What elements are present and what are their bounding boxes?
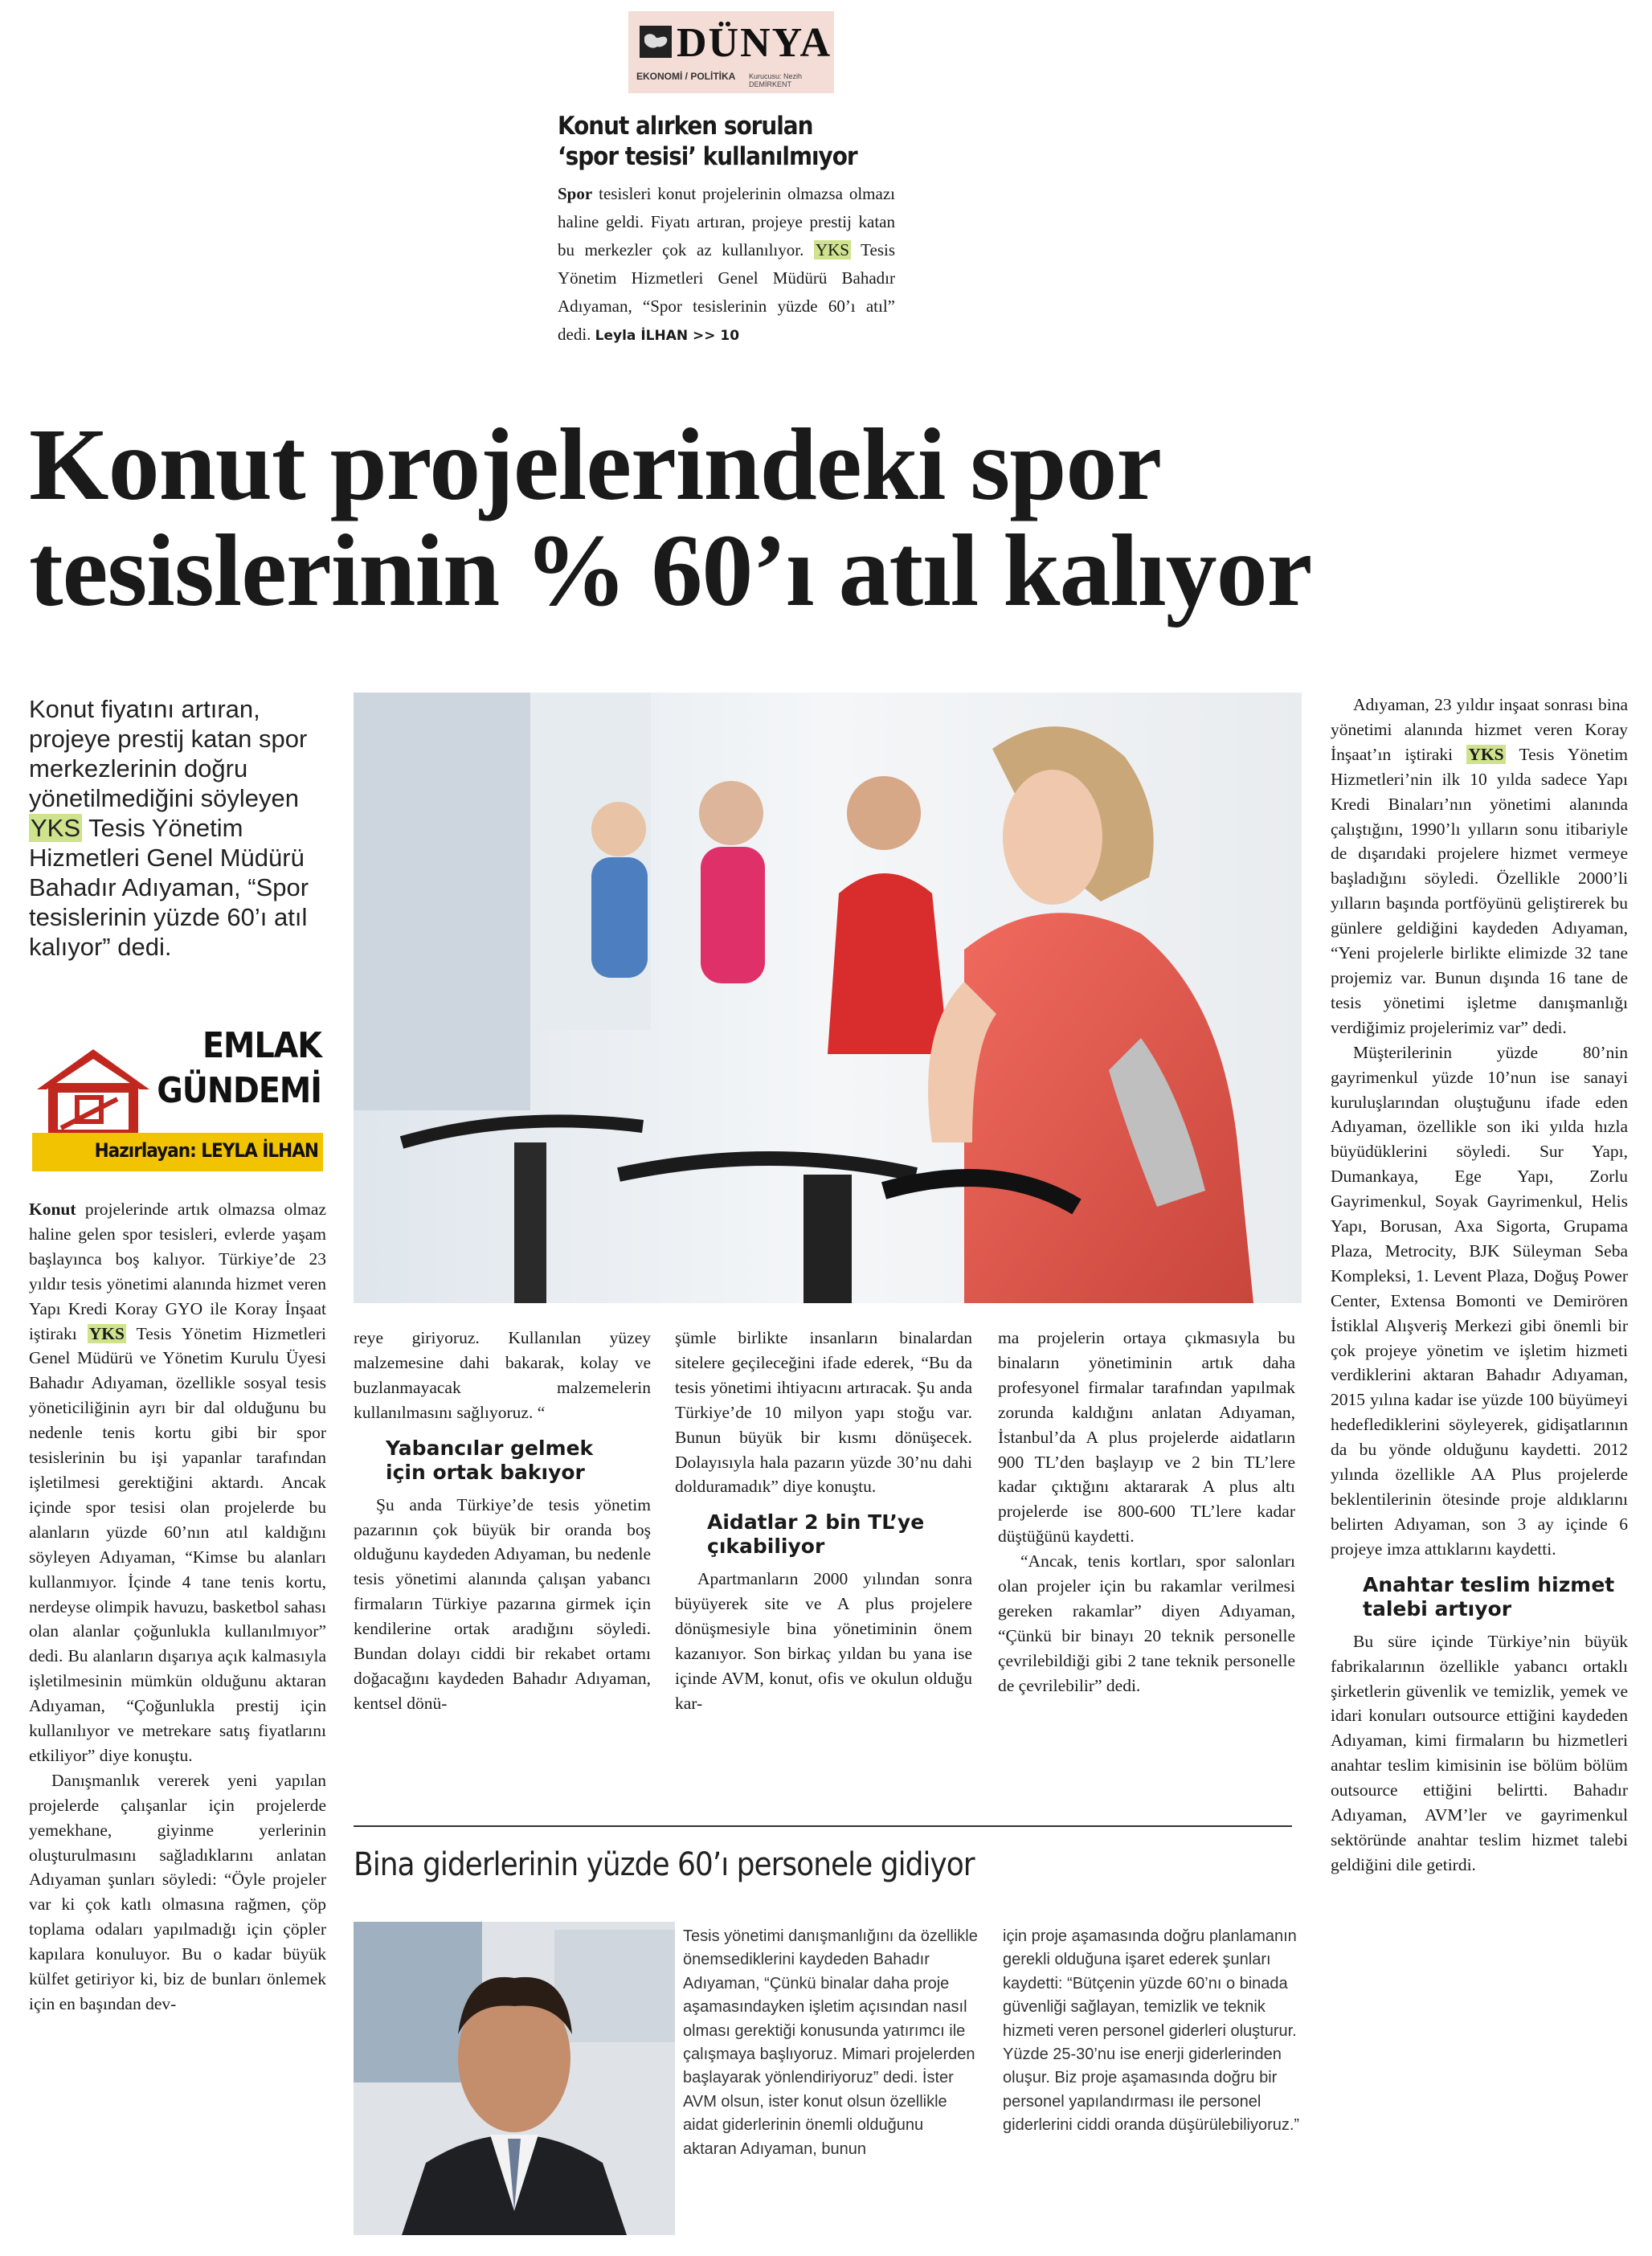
masthead-section: EKONOMİ / POLİTİKA <box>636 71 736 82</box>
col3-p1: şümle birlikte insanların binalardan sitelere geçileceğini ifade ederek, “Bu da tesis yönetimi ihtiyacını artıracak. Şu anda Türkiye’de 10 milyon yapı stoğu var. Bunun büyük bir kısmı dönüşecek. Dolayısıyla hala pazarın yüzde 30’nu dahi dolduramadık” diye konuştu. <box>675 1328 972 1497</box>
teaser-text-a: tesisleri konut projelerinin olmazsa olmazı haline geldi. Fiyatı artıran, projeye prestij katan bu merkezler çok az kullanılıyor. <box>558 184 895 260</box>
col2-p1: reye giriyoruz. Kullanılan yüzey malzemesine dahi bakarak, kolay ve buzlanmayacak malzemelerin kullanılmasını sağlıyoruz. “ <box>354 1328 651 1422</box>
lead-b: Tesis Yönetim Hizmetleri Genel Müdürü Bahadır Adıyaman, “Spor tesislerinin yüzde 60’ı atıl kalıyor” dedi. <box>29 814 309 961</box>
masthead-tagline: Kurucusu: Nezih DEMİRKENT <box>749 72 803 88</box>
col3-p2: Apartmanların 2000 yılından sonra büyüyerek site ve A plus projelere dönüşmesiyle bina yönetiminin önem kazanıyor. Son birkaç yıldan bu yana ise içinde AVM, konut, ofis ve okulun olduğu kar- <box>675 1569 972 1713</box>
article-column-4 <box>998 1326 1295 1698</box>
teaser-company: YKS <box>815 240 849 260</box>
teaser-title-line1: Konut alırken sorulan <box>558 112 813 141</box>
teaser-keyword: Spor <box>558 184 593 203</box>
masthead <box>628 11 834 93</box>
headline-line1: Konut projelerindeki spor <box>29 407 1162 521</box>
col3-subheading <box>675 1510 972 1559</box>
col4-p2: “Ancak, tenis kortları, spor salonları olan projeler için bu rakamlar verilmesi gereken rakamlar” diyen Adıyaman, “Çünkü bir binayı 20 teknik personelle çevrilebildiği gibi 2 tane teknik personelle de çevrilebilir” dedi. <box>998 1551 1295 1695</box>
col3-subheading-line1: Aidatlar 2 bin TL’ye <box>707 1510 925 1535</box>
col2-subheading <box>354 1437 651 1485</box>
col1-p2: Danışmanlık vererek yeni yapılan projelerde çalışanlar için projelerde yemekhane, giyinme yerlerinin oluşturulmasını sağladıklarını anlatan Adıyaman şunları söyledi: “Öyle projeler var ki çok katlı olmasına rağmen, çöp toplama odaları yapılmadığı için çöpler kapılara konuluyor. Bu o kadar büyük külfet getiriyor ki, biz de bunları önlemek için en başından dev- <box>29 1770 326 2013</box>
col5-p1: Adıyaman, 23 yıldır inşaat sonrası bina yönetimi alanında hizmet veren Koray İnşaat’ın iştiraki <box>1331 695 1628 764</box>
article-column-1 <box>29 1197 326 2017</box>
masthead-brand: DÜNYA <box>677 20 832 66</box>
col5-subheading-line1: Anahtar teslim hizmet <box>1363 1572 1615 1596</box>
teaser-text <box>558 180 895 350</box>
house-icon <box>29 1041 174 1138</box>
col4-p1: ma projelerin ortaya çıkmasıyla bu binaların yönetiminin artık daha profesyonel firmalar tarafından yapılmak zorunda kaldığını anlatan Adıyaman, İstanbul’da A plus projelerde aidatların 900 TL’den başlayıp ve 2 bin TL’lere kadar çıktığını aktararak A plus altı projelerde ise 800-600 TL’lere kadar düştüğünü kaydetti. <box>998 1328 1295 1547</box>
sub-section-rule <box>354 1825 1292 1827</box>
emlak-prepared-by: Hazırlayan: LEYLA İLHAN <box>94 1139 318 1162</box>
world-map-icon <box>640 26 672 58</box>
teaser-text-b: Tesis Yönetim Hizmetleri Genel Müdürü Bahadır Adıyaman, “Spor tesislerinin yüzde 60’ı atıl” dedi. <box>558 240 896 344</box>
col5-subheading <box>1331 1573 1628 1621</box>
col5-p3: Bu süre içinde Türkiye’nin büyük fabrikalarının özellikle yabancı ortaklı şirketlerin güvenlik ve temizlik, yemek ve idari konuları outsource ettiğini kaydeden Adıyaman, kimi firmaların bu hizmetleri anahtar teslim kimisinin ise bölüm bölüm outsource ettiğini belirtti. Bahadır Adıyaman, AVM’ler ve gayrimenkul sektöründe anahtar teslim hizmet talebi geldiğini dile getirdi. <box>1331 1631 1628 1874</box>
teaser-box <box>558 111 895 350</box>
col1-company: YKS <box>88 1323 125 1343</box>
article-column-3 <box>675 1326 972 1716</box>
sub-headline: Bina giderlerinin yüzde 60’ı personele gidiyor <box>354 1846 975 1883</box>
col5-p2: Müşterilerinin yüzde 80’nin gayrimenkul yüzde 10’nun ise sanayi kuruluşlarından oluştuğunu ifade eden Adıyaman, özellikle son iki yılda hızla büyüdüklerini söyledi. Sur Yapı, Dumankaya, Ege Yapı, Zorlu Gayrimenkul, Soyak Gayrimenkul, Helis Yapı, Borusan, Axa Sigorta, Grupama Plaza, Metrocity, BJK Süleyman Seba Kompleksi, 1. Levent Plaza, Doğuş Power Center, Extensa Bomonti ve Demirören İstiklal Alışveriş Merkezi gibi önemli bir çok projeye yönetim ve işletim hizmeti verdiklerini aktaran Bahadır Adıyaman, 2015 yılına kadar ise yüzde 100 büyümeyi hedeflediklerini söyleyerek, gidişatlarının da bu yönde olduğunu kaydetti. 2012 yılında özellikle AA Plus projelerde beklentilerinin ötesinde proje aldıklarını belirten Adıyaman, son 3 ay içinde 6 projeye imza attıklarını kaydetti. <box>1331 1042 1628 1559</box>
sub-column-1: Tesis yönetimi danışmanlığını da özellikle önemsediklerini kaydeden Bahadır Adıyaman, “Çünkü binalar daha proje aşamasındayken işletim açısından nasıl olması gerektiği konusunda yatırımcı ile çalışmaya başlıyoruz. Mimari projelerden başlayarak yönlendiriyoruz” dedi. İster AVM olsun, ister konut olsun özellikle aidat giderlerinin önemli olduğunu aktaran Adıyaman, bunun <box>683 1927 978 2158</box>
emlak-title2: GÜNDEMİ <box>157 1070 321 1111</box>
lead-paragraph <box>29 694 326 962</box>
col5-company: YKS <box>1468 744 1504 764</box>
teaser-title <box>558 111 895 172</box>
teaser-title-line2: ‘spor tesisi’ kullanılmıyor <box>558 142 857 171</box>
article-column-2 <box>354 1326 651 1716</box>
col5-subheading-line2: talebi artıyor <box>1363 1596 1512 1620</box>
main-headline <box>29 407 1628 627</box>
col1-p1a: projelerinde artık olmazsa olmaz haline gelen spor tesisleri, evlerde yaşam başlayınca boş kalıyor. Türkiye’de 23 yıldır tesis yönetimi alanında hizmet veren Yapı Kredi Koray GYO ile Koray İnşaat iştirakı <box>29 1200 326 1343</box>
emlak-title1: EMLAK <box>202 1025 321 1066</box>
portrait-photo <box>354 1922 675 2235</box>
col1-p1b: Tesis Yönetim Hizmetleri Genel Müdürü ve Yönetim Kurulu Üyesi Bahadır Adıyaman, özellikle sosyal tesis yöneticiliğinin ayrı bir dal olduğunu bu nedenle tenis kortu gibi bir spor tesislerinin bu işi yapanlar tarafından işletilmesi gerektiğini aktardı. Ancak içinde spor tesisi olan projelerde bu alanların yüzde 60’nın atıl kaldığını söyleyen Adıyaman, “Kimse bu alanları kullanmıyor. İçinde 4 tane tenis kortu, nerdeyse olimpik havuzu, basketbol sahası olan alanlar çoğunlukla kullanılmıyor” dedi. Bu alanların dışarıya açık kalmasıyla işletilmesinin mümkün olduğunu aktaran Adıyaman, “Çoğunlukla prestij için kullanılıyor ve metrekare satış fiyatlarını etkiliyor” diye konuştu. <box>29 1323 326 1765</box>
teaser-byline: Leyla İLHAN >> 10 <box>595 328 740 344</box>
emlak-gundemi-logo <box>29 1022 326 1175</box>
col2-subheading-line2: için ortak bakıyor <box>386 1460 585 1484</box>
col3-subheading-line2: çıkabiliyor <box>707 1535 825 1559</box>
col2-p2: Şu anda Türkiye’de tesis yönetim pazarının çok büyük bir oranda boş olduğunu kaydeden Adıyaman, bu nedenle tesis yönetimi alanında çalışan yabancı firmaların Türkiye pazarına girmek için kendilerine ortak aradığını söyledi. Bundan dolayı ciddi bir rekabet ortamı doğacağını kaydeden Bahadır Adıyaman, kentsel dönü- <box>354 1494 651 1713</box>
spinning-class-photo <box>354 693 1302 1303</box>
headline-line2: tesislerinin % 60’ı atıl kalıyor <box>29 513 1312 627</box>
col1-keyword: Konut <box>29 1200 76 1219</box>
article-column-5 <box>1331 693 1628 1878</box>
col5-p1b: Tesis Yönetim Hizmetleri’nin ilk 10 yılda sadece Yapı Kredi Binaları’nın yönetimi alanında çalıştığını, 1990’lı yılların sonu itibariyle de dışarıdaki projelere hizmet vermeye başladığını söyledi. Özellikle 2000’li yılların başında portföyünü geliştirerek bu günlere geldiğini kaydeden Adıyaman, “Yeni projelerle birlikte elimizde 32 tane projemiz var. Bunun dışında 16 tane de tesis yönetimi işletme danışmanlığı verdiğimiz projelerimiz var” dedi. <box>1331 744 1628 1037</box>
sub-column-2: için proje aşamasında doğru planlamanın gerekli olduğuna işaret ederek şunları kaydetti: “Bütçenin yüzde 60’nı o binada güvenliği sağlayan, temizlik ve teknik hizmeti veren personel giderleri oluşturur. Yüzde 25-30’nu ise enerji giderlerinden oluşur. Biz proje aşamasında doğru bir personel yapılandırması ile personel giderlerini ciddi oranda düşürülebiliyoruz.” <box>1003 1927 1300 2135</box>
col2-subheading-line1: Yabancılar gelmek <box>386 1436 594 1460</box>
lead-company: YKS <box>31 814 81 842</box>
lead-a: Konut fiyatını artıran, projeye prestij katan spor merkezlerinin doğru yönetilmediğini söyleyen <box>29 695 308 812</box>
